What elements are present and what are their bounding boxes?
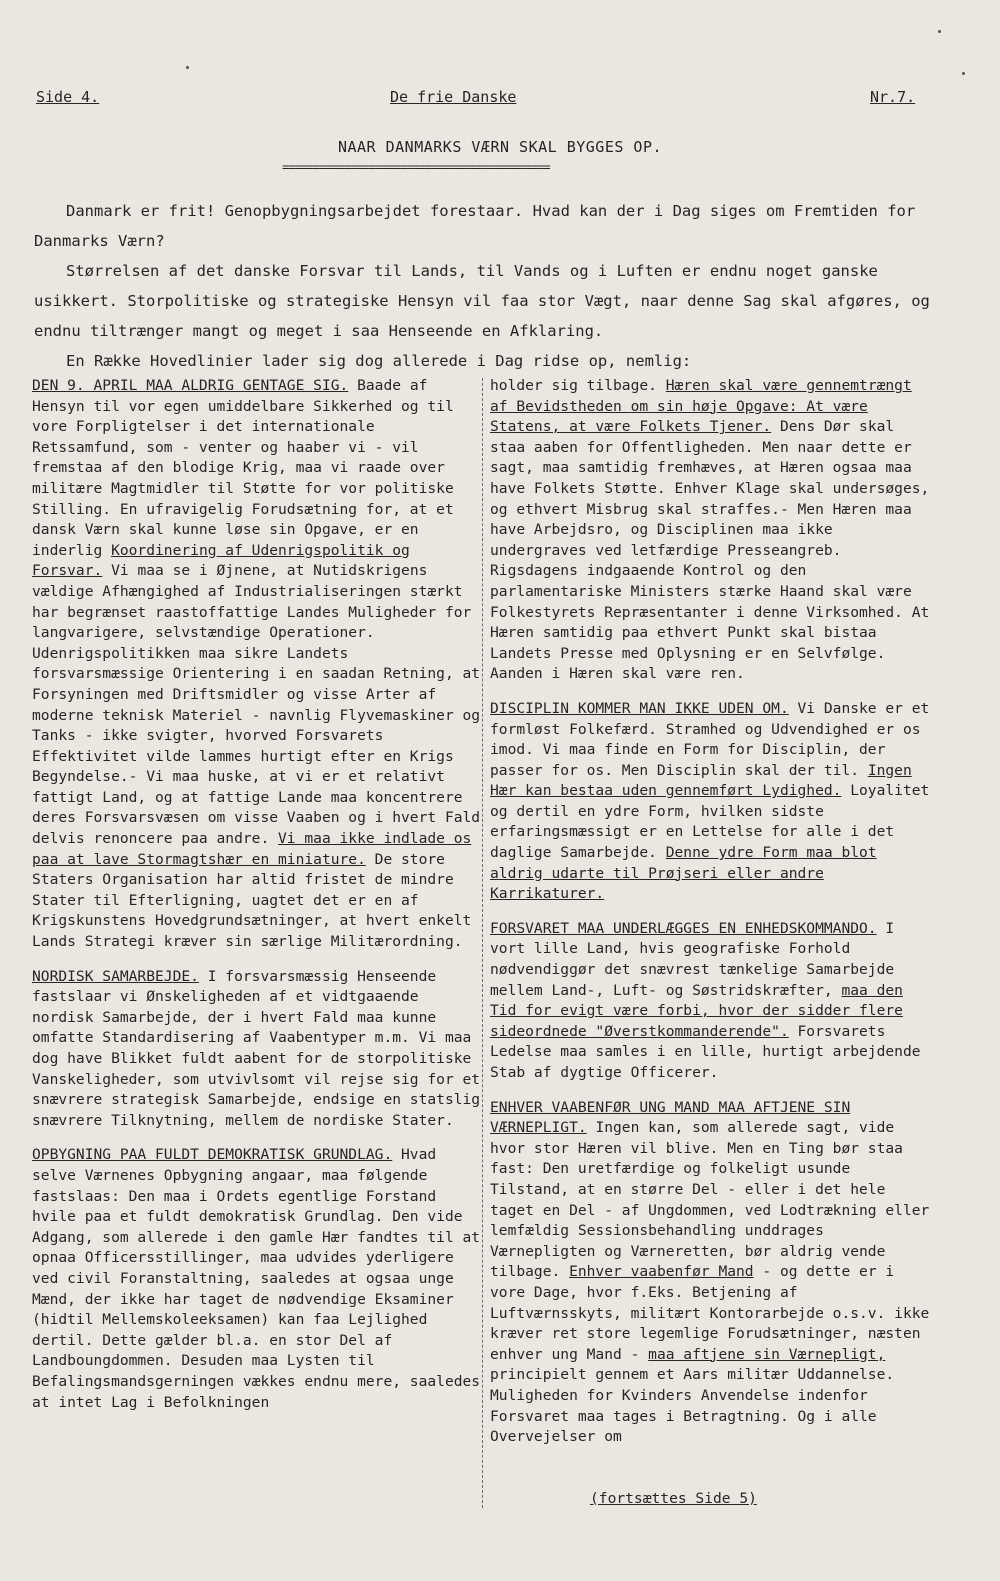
- section-heading: DEN 9. APRIL MAA ALDRIG GENTAGE SIG.: [32, 377, 349, 394]
- section-text: Vi maa se i Øjnene, at Nutidskrigens vældige Afhængighed af Industrialiseringen stærkt har begrænset raastoffattige Landes Muligheder for langvarigere, selvstændige Operationer. Udenrigspolitikken maa sikre Landets forsvarsmæssige Orientering i en saadan Retning, at Forsyningen med Driftsmidler og visse Arter af moderne teknisk Materiel - navnlig Flyvemaskiner og Tanks - ikke svigter, hvorved Forsvarets Effektivitet vilde lammes hurtigt efter en Krigs Begyndelse.- Vi maa huske, at vi er et relativt fattigt Land, og at fattige Lande maa koncentrere deres Forsvarsvæsen om visse Vaaben og i hvert Fald delvis renoncere paa andre.: [32, 562, 481, 848]
- section-text: Forsvarets Ledelse maa samles i en lille, hurtigt arbejdende Stab af dygtige Officerer.: [490, 1022, 921, 1081]
- emphasis: Ingen Hær kan bestaa uden gennemført Lydighed.: [490, 761, 912, 800]
- emphasis: maa aftjene sin Værnepligt,: [648, 1345, 886, 1363]
- section-text: I vort lille Land, hvis geografiske Forhold nødvendiggør det snævrest tænkelige Samarbejde mellem Land-, Luft- og Søstridskræfter,: [490, 919, 895, 999]
- section-text: holder sig tilbage.: [490, 377, 666, 394]
- section-text: De store Staters Organisation har altid fristet de mindre Stater til Efterligning, uagtet det er en af Krigskunstens Hovedgrundsætninger, at hvert enkelt Lands Strategi kræver sin særlige Militærordning.: [32, 850, 472, 951]
- paper-speck: [938, 30, 941, 33]
- section-opbygning: [32, 1145, 482, 1413]
- section-continuation: [490, 376, 930, 685]
- right-column: [490, 376, 930, 1448]
- section-heading: DISCIPLIN KOMMER MAN IKKE UDEN OM.: [490, 699, 789, 717]
- section-enhedskommando: [490, 919, 930, 1084]
- section-heading: OPBYGNING PAA FULDT DEMOKRATISK GRUNDLAG.: [32, 1146, 393, 1164]
- page-number: Side 4.: [36, 88, 100, 106]
- section-vaernepligt: [490, 1098, 930, 1448]
- publication-name: De frie Danske: [390, 88, 517, 106]
- column-divider: [482, 378, 483, 1508]
- emphasis: Koordinering af Udenrigspolitik og Forsvar.: [32, 541, 410, 580]
- left-column: [32, 376, 482, 1413]
- section-text: Baade af Hensyn til vor egen umiddelbare Sikkerhed og til vore Forpligtelser i det internationale Retssamfund, som - venter og haaber vi - vil fremstaa af den blodige Krig, maa vi raade over militære Magtmidler til Støtte for vor politiske Stilling. En ufravigelig Forudsætning for, at et dansk Værn skal kunne løse sin Opgave, er en inderlig: [32, 377, 454, 559]
- continuation-note: (fortsættes Side 5): [590, 1490, 757, 1507]
- emphasis: maa den Tid for evigt være forbi, hvor der sidder flere sideordnede "Øverstkommanderende".: [490, 981, 903, 1040]
- section-text: principielt gennem et Aars militær Uddannelse. Muligheden for Kvinders Anvendelse indenfor Forsvaret maa tages i Betragtning. Og i alle Overvejelser om: [490, 1366, 895, 1446]
- intro: [34, 196, 934, 376]
- section-text: Dens Dør skal staa aaben for Offentligheden. Men naar dette er sagt, maa samtidig fremhæves, at Hæren ogsaa maa have Folkets Støtte. Enhver Klage skal undersøges, og ethvert Misbrug skal straffes.- Men Hæren maa have Arbejdsro, og Disciplinen maa ikke undergraves ved letfærdige Presseangreb. Rigsdagens indgaaende Kontrol og den parlamentariske Ministers stærke Haand skal være Folkestyrets Repræsentanter i denne Virksomhed. At Hæren samtidig paa ethvert Punkt skal bistaa Landets Presse med Oplysning er en Selvfølge. Aanden i Hæren skal være ren.: [490, 418, 930, 683]
- section-disciplin: [490, 699, 930, 905]
- section-heading: FORSVARET MAA UNDERLÆGGES EN ENHEDSKOMMANDO.: [490, 919, 877, 937]
- intro-paragraph: Danmark er frit! Genopbygningsarbejdet forestaar. Hvad kan der i Dag siges om Fremtiden for Danmarks Værn?: [34, 202, 916, 250]
- section-text: - og dette er i vore Dage, hvor f.Eks. Betjening af Luftværnsskyts, militært Kontorarbejde o.s.v. ikke kræver ret store legemlige Forudsætninger, næsten enhver ung Mand -: [490, 1263, 930, 1363]
- paper-speck: [186, 66, 189, 69]
- section-text: Ingen kan, som allerede sagt, vide hvor stor Hæren vil blive. Men en Ting bør staa fast: Den uretfærdige og folkeligt usunde Tilstand, at en større Del - eller i det hele taget en Del - af Ungdommen, ved Lodtrækning eller lemfældig Sessionsbehandling unddrages Værnepligten og Værneretten, bør aldrig vende tilbage.: [490, 1119, 930, 1281]
- section-text: I forsvarsmæssig Henseende fastslaar vi Ønskeligheden af et vidtgaaende nordisk Samarbejde, der i hvert Fald maa kunne omfatte Standardisering af Vaabentyper m.m. Vi maa dog have Blikket fuldt aabent for de storpolitiske Vanskeligheder, som utvivlsomt vil rejse sig for et snævrere strategisk Samarbejde, endsige en statslig snævrere Tilknytning, mellem de nordiske Stater.: [32, 967, 481, 1129]
- issue-number: Nr.7.: [870, 88, 916, 106]
- emphasis: Denne ydre Form maa blot aldrig udarte til Prøjseri eller andre Karrikaturer.: [490, 844, 877, 903]
- section-text: Loyalitet og dertil en ydre Form, hvilken sidste erfaringsmæssigt er en Lettelse for alle i det daglige Samarbejde.: [490, 782, 930, 862]
- paper-speck: [962, 72, 965, 75]
- title-rule: ===========================================: [282, 160, 550, 174]
- emphasis: Vi maa ikke indlade os paa at lave Stormagtshær en miniature.: [32, 830, 472, 868]
- section-heading: NORDISK SAMARBEJDE.: [32, 967, 199, 985]
- emphasis: Hæren skal være gennemtrængt af Bevidstheden om sin høje Opgave: At være Statens, at være Folkets Tjener.: [490, 377, 912, 436]
- section-den-9-april: [32, 376, 482, 953]
- section-text: Vi Danske er et formløst Folkefærd. Stramhed og Udvendighed er os imod. Vi maa finde en Form for Disciplin, der passer for os. Men Disciplin skal der til.: [490, 699, 930, 779]
- section-text: Hvad selve Værnenes Opbygning angaar, maa følgende fastslaas: Den maa i Ordets egentlige Forstand hvile paa et fuldt demokratisk Grundlag. Den vide Adgang, som allerede i den gamle Hær fandtes til at opnaa Officersstillinger, maa udvides yderligere ved civil Foranstaltning, saaledes at ogsaa unge Mænd, der ikke har taget de nødvendige Eksaminer (hidtil Mellemskoleeksamen) kan faa Lejlighed dertil. Dette gælder bl.a. en stor Del af Landboungdommen. Desuden maa Lysten til Befalingsmandsgerningen vækkes endnu mere, saaledes at intet Lag i Befolkningen: [32, 1146, 481, 1411]
- intro-paragraph: Størrelsen af det danske Forsvar til Lands, til Vands og i Luften er endnu noget ganske usikkert. Storpolitiske og strategiske Hensyn vil faa stor Vægt, naar denne Sag skal afgøres, og endnu tiltrænger mangt og meget i saa Henseende en Afklaring.: [34, 262, 930, 340]
- intro-paragraph: En Række Hovedlinier lader sig dog allerede i Dag ridse op, nemlig:: [66, 352, 692, 370]
- section-heading: ENHVER VAABENFØR UNG MAND MAA AFTJENE SIN VÆRNEPLIGT.: [490, 1098, 851, 1137]
- emphasis: Enhver vaabenfør Mand: [569, 1263, 754, 1281]
- section-nordisk-samarbejde: [32, 967, 482, 1132]
- article-title: NAAR DANMARKS VÆRN SKAL BYGGES OP.: [337, 138, 663, 156]
